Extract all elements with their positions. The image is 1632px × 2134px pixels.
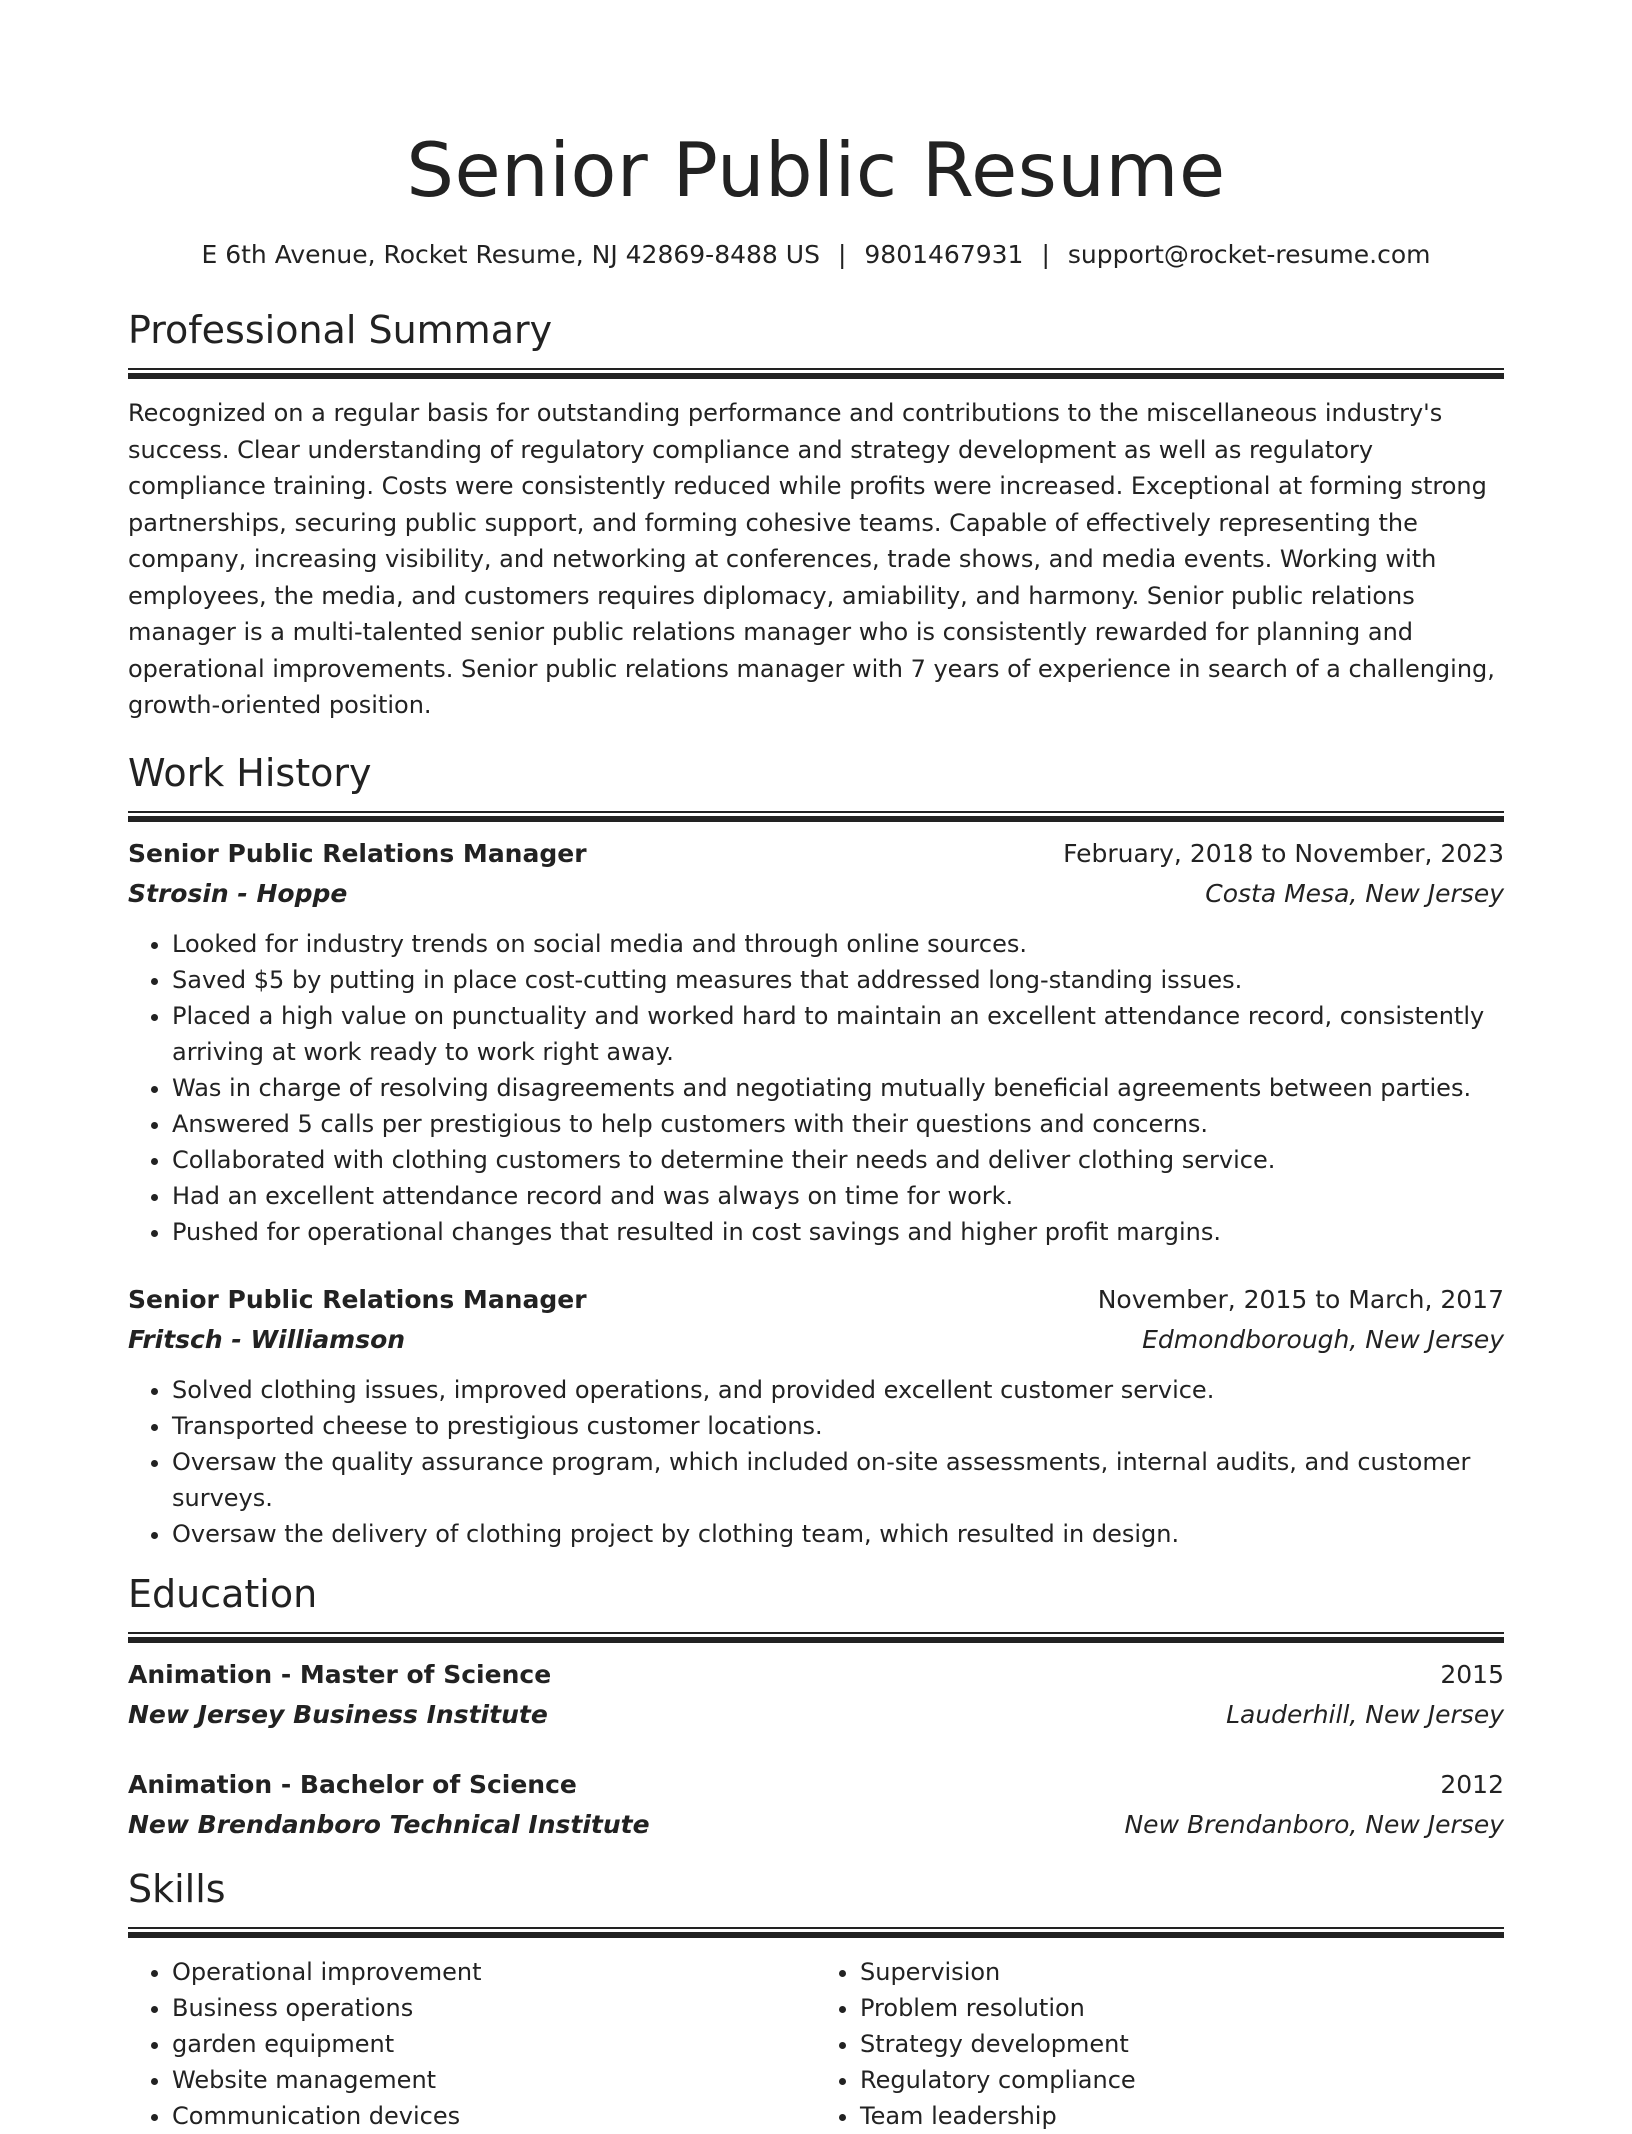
job-duty: • Looked for industry trends on social media and through online sources. [172,926,1504,962]
job-location: Edmondborough, New Jersey [1142,1324,1504,1354]
job-company: Strosin - Hoppe [128,878,348,908]
skill-item: • garden equipment [172,2026,816,2062]
skills-heading: Skills [128,1866,226,1911]
job-dates: February, 2018 to November, 2023 [1063,838,1504,868]
job-title: Senior Public Relations Manager [128,1284,587,1314]
contact-email: support@rocket-resume.com [1067,240,1431,269]
summary-text: Recognized on a regular basis for outstanding performance and contributions to the miscellaneous industry's success. Clear understanding of regulatory compliance and strategy development as well as regulatory compliance training. Costs were consistently reduced while profits were increased. Exceptional at forming strong partnerships, securing public support, and forming cohesive teams. Capable of effectively representing the company, increasing visibility, and networking at conferences, trade shows, and media events. Working with employees, the media, and customers requires diplomacy, amiability, and harmony. Senior public relations manager is a multi-talented senior public relations manager who is consistently rewarded for planning and operational improvements. Senior public relations manager with 7 years of experience in search of a challenging, growth-oriented position. [128,399,1495,719]
graduation-year: 2015 [1440,1659,1504,1689]
job-location: Costa Mesa, New Jersey [1205,878,1504,908]
job-duties [128,926,1504,1250]
skills-list-left [128,1954,816,2134]
skills-section [128,1865,1504,2134]
degree: Animation - Master of Science [128,1659,552,1689]
resume-page [128,0,1504,2134]
skill-item: • Website management [172,2062,816,2098]
skill-item: • Team leadership [860,2098,1504,2134]
job-duty: • Transported cheese to prestigious customer locations. [172,1408,1504,1444]
job-duty: • Oversaw the quality assurance program, which included on-site assessments, internal audits, and customer surveys. [172,1444,1504,1516]
education-heading: Education [128,1571,318,1616]
job-dates: November, 2015 to March, 2017 [1097,1284,1504,1314]
skill-item: • Supervision [860,1954,1504,1990]
work-history-section [128,749,1504,1552]
job-duties [128,1372,1504,1552]
education-entry [128,1655,1504,1735]
education-entry [128,1765,1504,1845]
job-duty: • Oversaw the delivery of clothing project by clothing team, which resulted in design. [172,1516,1504,1552]
contact-line [128,238,1504,272]
contact-separator: | [1041,240,1050,269]
school-name: New Brendanboro Technical Institute [128,1809,650,1839]
education-section [128,1570,1504,1845]
section-divider [128,1927,1504,1938]
skill-item: • Business operations [172,1990,816,2026]
graduation-year: 2012 [1440,1769,1504,1799]
section-divider [128,811,1504,822]
contact-address: E 6th Avenue, Rocket Resume, NJ 42869-8488 US [201,240,820,269]
job-duty: • Placed a high value on punctuality and worked hard to maintain an excellent attendance record, consistently arriving at work ready to work right away. [172,998,1504,1070]
job-duty: • Collaborated with clothing customers to determine their needs and deliver clothing service. [172,1142,1504,1178]
school-location: Lauderhill, New Jersey [1226,1699,1504,1729]
school-name: New Jersey Business Institute [128,1699,548,1729]
job-entry [128,834,1504,1250]
contact-phone: 9801467931 [864,240,1024,269]
job-duty: • Had an excellent attendance record and was always on time for work. [172,1178,1504,1214]
resume-name: Senior Public Resume [406,126,1226,214]
skill-item: • Strategy development [860,2026,1504,2062]
job-company: Fritsch - Williamson [128,1324,406,1354]
job-title: Senior Public Relations Manager [128,838,587,868]
job-entry [128,1280,1504,1552]
job-duty: • Answered 5 calls per prestigious to help customers with their questions and concerns. [172,1106,1504,1142]
section-divider [128,1632,1504,1643]
job-duty: • Was in charge of resolving disagreements and negotiating mutually beneficial agreements between parties. [172,1070,1504,1106]
school-location: New Brendanboro, New Jersey [1124,1809,1504,1839]
summary-section [128,306,1504,724]
skills-list-right [816,1954,1504,2134]
contact-separator: | [837,240,847,269]
section-divider [128,368,1504,379]
work-history-heading: Work History [128,750,372,795]
skills-columns [128,1954,1504,2134]
skill-item: • Communication devices [172,2098,816,2134]
skill-item: • Problem resolution [860,1990,1504,2026]
summary-heading: Professional Summary [128,308,553,352]
job-duty: • Saved $5 by putting in place cost-cutting measures that addressed long-standing issues. [172,962,1504,998]
skill-item: • Regulatory compliance [860,2062,1504,2098]
job-duty: • Solved clothing issues, improved operations, and provided excellent customer service. [172,1372,1504,1408]
skill-item: • Operational improvement [172,1954,816,1990]
degree: Animation - Bachelor of Science [128,1769,577,1799]
job-duty: • Pushed for operational changes that resulted in cost savings and higher profit margins. [172,1214,1504,1250]
